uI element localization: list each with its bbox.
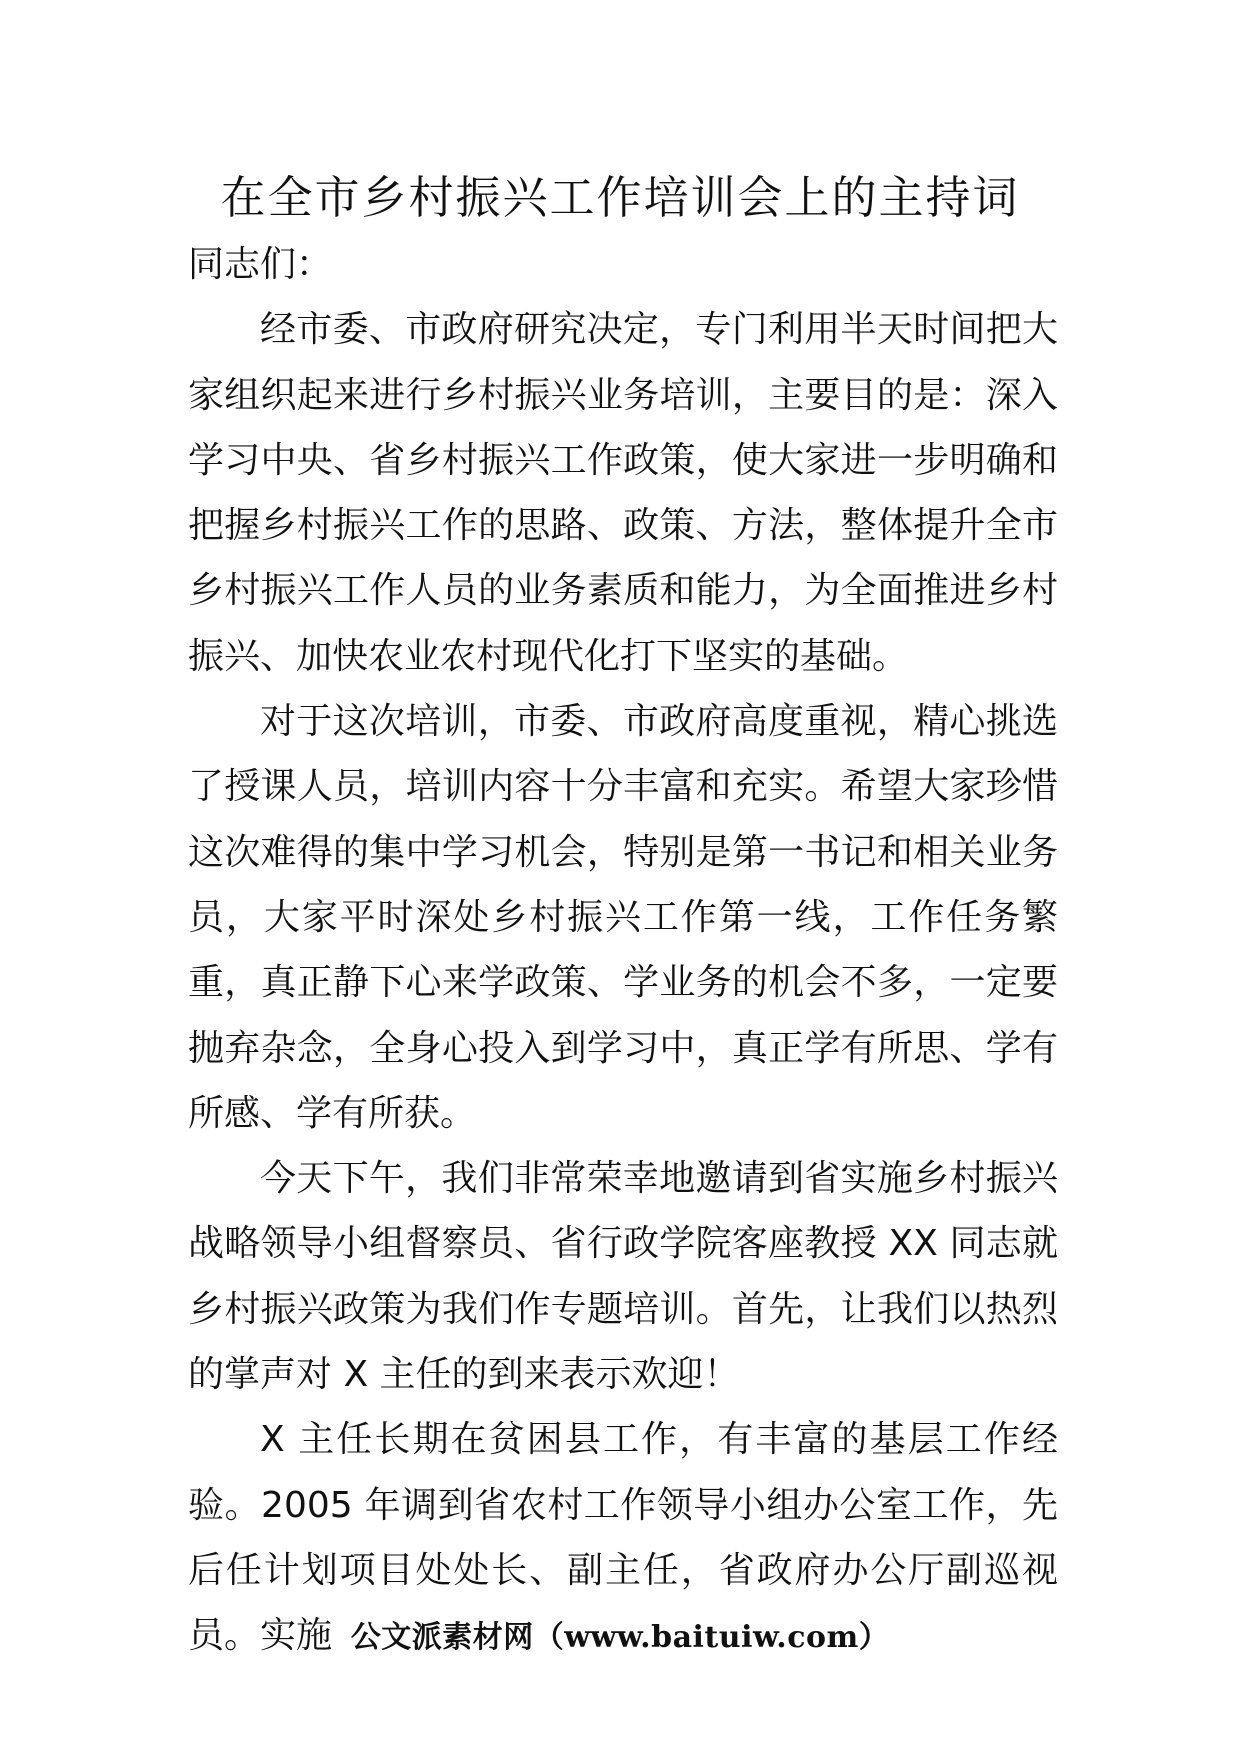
paragraph-1: 经市委、市政府研究决定，专门利用半天时间把大家组织起来进行乡村振兴业务培训，主要目的是：深入学习中央、省乡村振兴工作政策，使大家进一步明确和把握乡村振兴工作的思路、政策、方法，整体提升全市乡村振兴工作人员的业务素质和能力，为全面推进乡村振兴、加快农业农村现代化打下坚实的基础。: [188, 309, 1058, 677]
footer-watermark: 公文派素材网（www.baituiw.com）: [350, 1620, 890, 1655]
document-title: 在全市乡村振兴工作培训会上的主持词: [220, 171, 1020, 224]
paragraph-4: X 主任长期在贫困县工作，有丰富的基层工作经验。2005 年调到省农村工作领导小组办公室工作，先后任计划项目处处长、副主任，省政府办公厅副巡视员。实施: [188, 1419, 1058, 1657]
paragraph-2: 对于这次培训，市委、市政府高度重视，精心挑选了授课人员，培训内容十分丰富和充实。希望大家珍惜这次难得的集中学习机会，特别是第一书记和相关业务员，大家平时深处乡村振兴工作第一线，工作任务繁重，真正静下心来学政策、学业务的机会不多，一定要抛弃杂念，全身心投入到学习中，真正学有所思、学有所感、学有所获。: [188, 701, 1058, 1134]
document-body: [188, 232, 1058, 1669]
paragraph-3: 今天下午，我们非常荣幸地邀请到省实施乡村振兴战略领导小组督察员、省行政学院客座教授 XX 同志就乡村振兴政策为我们作专题培训。首先，让我们以热烈的掌声对 X 主任的到来表示欢迎！: [188, 1158, 1058, 1396]
salutation: 同志们：: [188, 244, 333, 285]
